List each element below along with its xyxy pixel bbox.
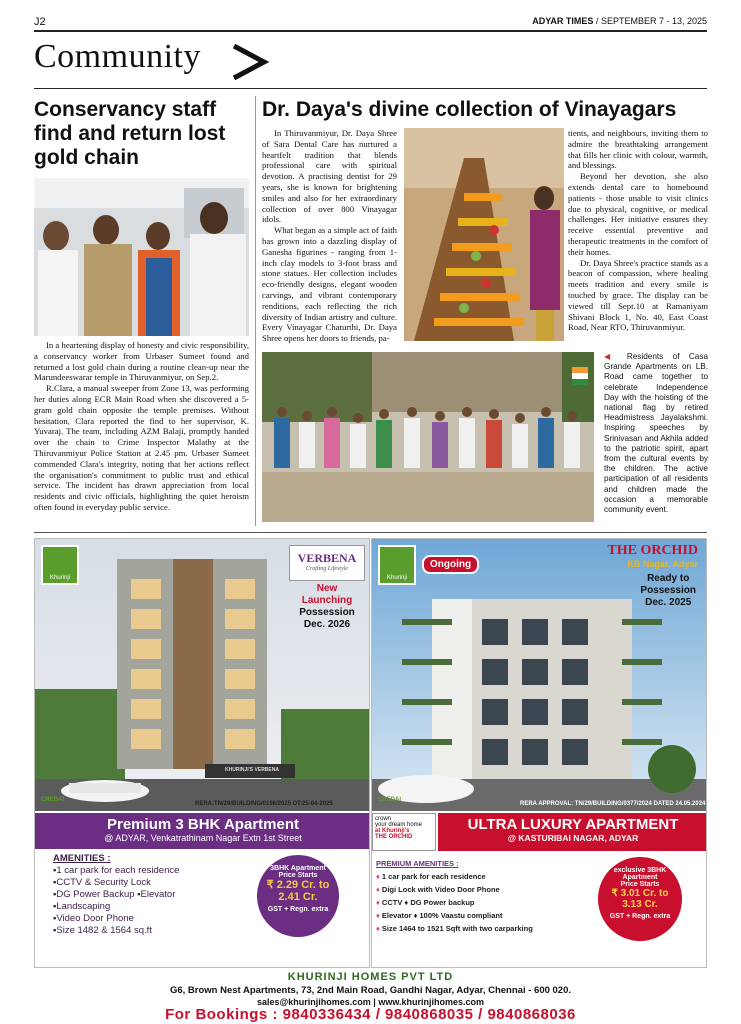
price-to: 2.41 Cr. (278, 891, 318, 903)
story2-paragraph: Beyond her devotion, she also extends dental care to homebound patients - those unable to visit clinics due to physical, cognitive, or medical challenges. Her initiative ensures they receive essential preventive and therapeutic treatments in the comfort of their homes. (568, 171, 708, 257)
amenities-title: PREMIUM AMENITIES : (376, 859, 459, 868)
amenities-title: AMENITIES : (53, 853, 111, 864)
status-line: Launching (301, 595, 353, 606)
story2-column-1 (262, 128, 397, 344)
banner-subtitle: @ ADYAR, Venkatrathinam Nagar Extn 1st Street (104, 833, 302, 843)
crown-line: THE ORCHID (375, 834, 413, 840)
ongoing-badge: Ongoing (422, 555, 479, 574)
verbena-price-badge (257, 855, 339, 937)
status-line: Dec. 2025 (645, 597, 692, 608)
crown-line: at Khurinji's (375, 828, 410, 834)
price-to: 3.13 Cr. (622, 899, 658, 910)
ad-verbena (34, 538, 370, 968)
banner-title: Premium 3 BHK Apartment (107, 816, 299, 833)
story1-body (34, 340, 249, 513)
story1-headline: Conservancy staff find and return lost gold chain (34, 98, 226, 169)
credai-logo: CREDAI (41, 797, 65, 803)
diamond-icon: ♦ (376, 924, 380, 933)
banner-subtitle: @ KASTURIBAI NAGAR, ADYAR (507, 833, 639, 843)
verbena-tag: Crafting Lifestyle (305, 566, 349, 572)
building-sign: KHURINJI'S VERBENA (225, 767, 279, 773)
header-rule (34, 30, 707, 32)
story2-paragraph: In Thiruvanmiyur, Dr. Daya Shree of Sara Dental Care has nurtured a heartfelt tradition that blends professional care with spiritual devotion. A practising dentist for 29 years, she is known for brightening smiles and also for her extraordinary collection of over 800 Vinayagar idols. (262, 128, 397, 225)
credai-logo: CREDAI (378, 797, 402, 803)
story1-paragraph: R.Clara, a manual sweeper from Zone 13, was performing her duties along ECR Main Road when she discovered a 5-gram gold chain opposite the temple premises. Without hesitation, Clara reported the find to her supervisor, K. Yuvaraj. The team, including AZM Balaji, promptly handed over the chain to Crime Inspector Malathy at the Thiruvanmiyur Police Station at 2.45 pm. Urbaser Sumeet commended Clara's integrity, noting that her actions reflect the organisation's commitment to public trust and ethical service. The incident has drawn appreciation from local residents and civic officials, highlighting the quiet heroism often found in everyday public service. (34, 383, 249, 512)
verbena-name: VERBENA (297, 551, 357, 565)
rera-number: RERA APPROVAL: TN/29/BUILDING/0377/2024 DATED 24.05.2024 (520, 801, 706, 807)
amenity-text: Elevator ♦ 100% Vaastu compliant (381, 911, 503, 920)
orchid-name: THE ORCHID (607, 543, 698, 558)
crown-box (372, 813, 436, 851)
khurinji-logo: Khurinji (378, 545, 416, 585)
story2-headline: Dr. Daya's divine collection of Vinayagars (262, 98, 677, 121)
verbena-logo (289, 545, 365, 581)
possession-label: Possession (299, 607, 355, 618)
section-rule (34, 88, 707, 89)
diamond-icon: ♦ (376, 885, 380, 894)
story2-column-2 (568, 128, 708, 333)
company-address: G6, Brown Nest Apartments, 73, 2nd Main Road, Gandhi Nagar, Adyar, Chennai - 600 020. (169, 985, 572, 996)
amenity-text: Digi Lock with Video Door Phone (381, 885, 500, 894)
possession-date: Dec. 2026 (303, 619, 351, 630)
amenity-item (376, 922, 533, 935)
story1-photo (34, 178, 249, 336)
chevron-right-icon (230, 44, 270, 80)
crown-line: crown (375, 816, 392, 822)
caret-left-icon: ◀ (604, 352, 618, 361)
status-line: Ready to (647, 573, 690, 584)
price-label: Price Starts (278, 872, 318, 879)
ads-rule (34, 532, 707, 533)
price-type: 3BHK Apartment (270, 865, 326, 872)
diamond-icon: ♦ (376, 898, 380, 907)
amenity-item (376, 870, 533, 883)
story2-paragraph: tients, and neighbours, inviting them to admire the breathtaking arrangement that fills her clinic with colour, warmth, and blessings. (568, 128, 708, 171)
booking-numbers: For Bookings : 9840336434 / 9840868035 / 9840868036 (165, 1006, 576, 1023)
verbena-status (285, 583, 369, 631)
amenity-item (376, 883, 533, 896)
page-number: J2 (34, 16, 46, 28)
diamond-icon: ♦ (376, 872, 380, 881)
amenity-item: ▪Size 1482 & 1564 sq.ft (53, 925, 152, 936)
price-label: Price Starts (620, 881, 660, 888)
price-type: exclusive 3BHK Apartment (613, 867, 667, 881)
orchid-price-badge (598, 857, 682, 941)
orchid-location: KB Nagar, Adyar (627, 559, 698, 569)
banner-title: ULTRA LUXURY APARTMENT (467, 816, 679, 833)
price-from: ₹ 3.01 Cr. to (611, 888, 669, 899)
company-contact: sales@khurinjihomes.com | www.khurinjihomes.com (256, 997, 485, 1007)
column-divider (255, 96, 256, 526)
status-line: New (316, 583, 338, 594)
amenity-item: ▪1 car park for each residence (53, 865, 180, 876)
price-note: GST + Regn. extra (609, 913, 671, 920)
story2-paragraph: Dr. Daya Shree's practice stands as a beacon of compassion, where healing meets tradition and every smile is touched by grace. The display can be viewed till Sept.10 at Ramaniyam Shivani Block 1, No. 40, East Coast Road, Near RTO, Thiruvanmiyur. (568, 257, 708, 333)
caption-text: Residents of Casa Grande Apartments on LB. Road came together to celebrate Independence Day with the hoisting of the national flag by retired Headmistress Jayalakshmi. Inspiring speeches by Srinivasan and Akhila added to the patriotic spirit, apart from the cultural events by the children. The active participation of all residents and children made the occasion a memorable community event. (604, 352, 709, 515)
orchid-status (640, 573, 696, 609)
price-note: GST + Regn. extra (267, 906, 329, 913)
story2-paragraph: What began as a simple act of faith has grown into a dazzling display of Ganesha figurines - ranging from 1-inch clay models to 3-foot brass and stone statues. Her collection includes eco-friendly designs, elegant wooden carvings, and vibrant contemporary renditions, each reflecting the rich diversity of Indian artistry and culture. Every Vinayagar Chaturthi, Dr. Daya Shree opens her doors to friends, pa- (262, 225, 397, 344)
masthead: ADYAR TIMES / SEPTEMBER 7 - 13, 2025 (532, 16, 707, 26)
amenity-text: CCTV ♦ DG Power backup (381, 898, 475, 907)
amenity-text: Size 1464 to 1521 Sqft with two carparking (381, 924, 533, 933)
status-line: Possession (640, 585, 696, 596)
company-name: KHURINJI HOMES PVT LTD (287, 971, 454, 983)
orchid-amenities (376, 857, 533, 935)
amenity-item: ▪DG Power Backup ▪Elevator (53, 889, 176, 900)
issue-date: SEPTEMBER 7 - 13, 2025 (600, 16, 707, 26)
verbena-amenities (53, 853, 179, 937)
rera-number: RERA:TN/29/BUILDING/0156/2025 DT:25-04-2025 (195, 801, 333, 807)
price-from: ₹ 2.29 Cr. to (266, 879, 330, 891)
crown-line: your dream home (375, 822, 423, 828)
orchid-title-block (607, 543, 698, 569)
ad-orchid (371, 538, 707, 968)
diamond-icon: ♦ (376, 911, 380, 920)
section-title: Community (34, 38, 201, 75)
independence-day-photo (262, 352, 594, 522)
amenity-item (376, 909, 533, 922)
amenity-item: ▪Landscaping (53, 901, 111, 912)
photo-caption (604, 352, 708, 515)
vinayagar-photo (404, 128, 564, 341)
amenity-text: 1 car park for each residence (381, 872, 486, 881)
verbena-banner (35, 813, 370, 849)
amenity-item: ▪Video Door Phone (53, 913, 134, 924)
khurinji-logo: Khurinji (41, 545, 79, 585)
story1-paragraph: In a heartening display of honesty and civic responsibility, a conservancy worker from Urbaser Sumeet found and returned a lost gold chain during a routine clean-up near the Marundeeswarar temple in Thiruvanmiyur, on Sep.2. (34, 340, 249, 383)
amenity-item (376, 896, 533, 909)
amenity-item: ▪CCTV & Security Lock (53, 877, 151, 888)
paper-name: ADYAR TIMES (532, 16, 594, 26)
orchid-banner (438, 813, 707, 851)
